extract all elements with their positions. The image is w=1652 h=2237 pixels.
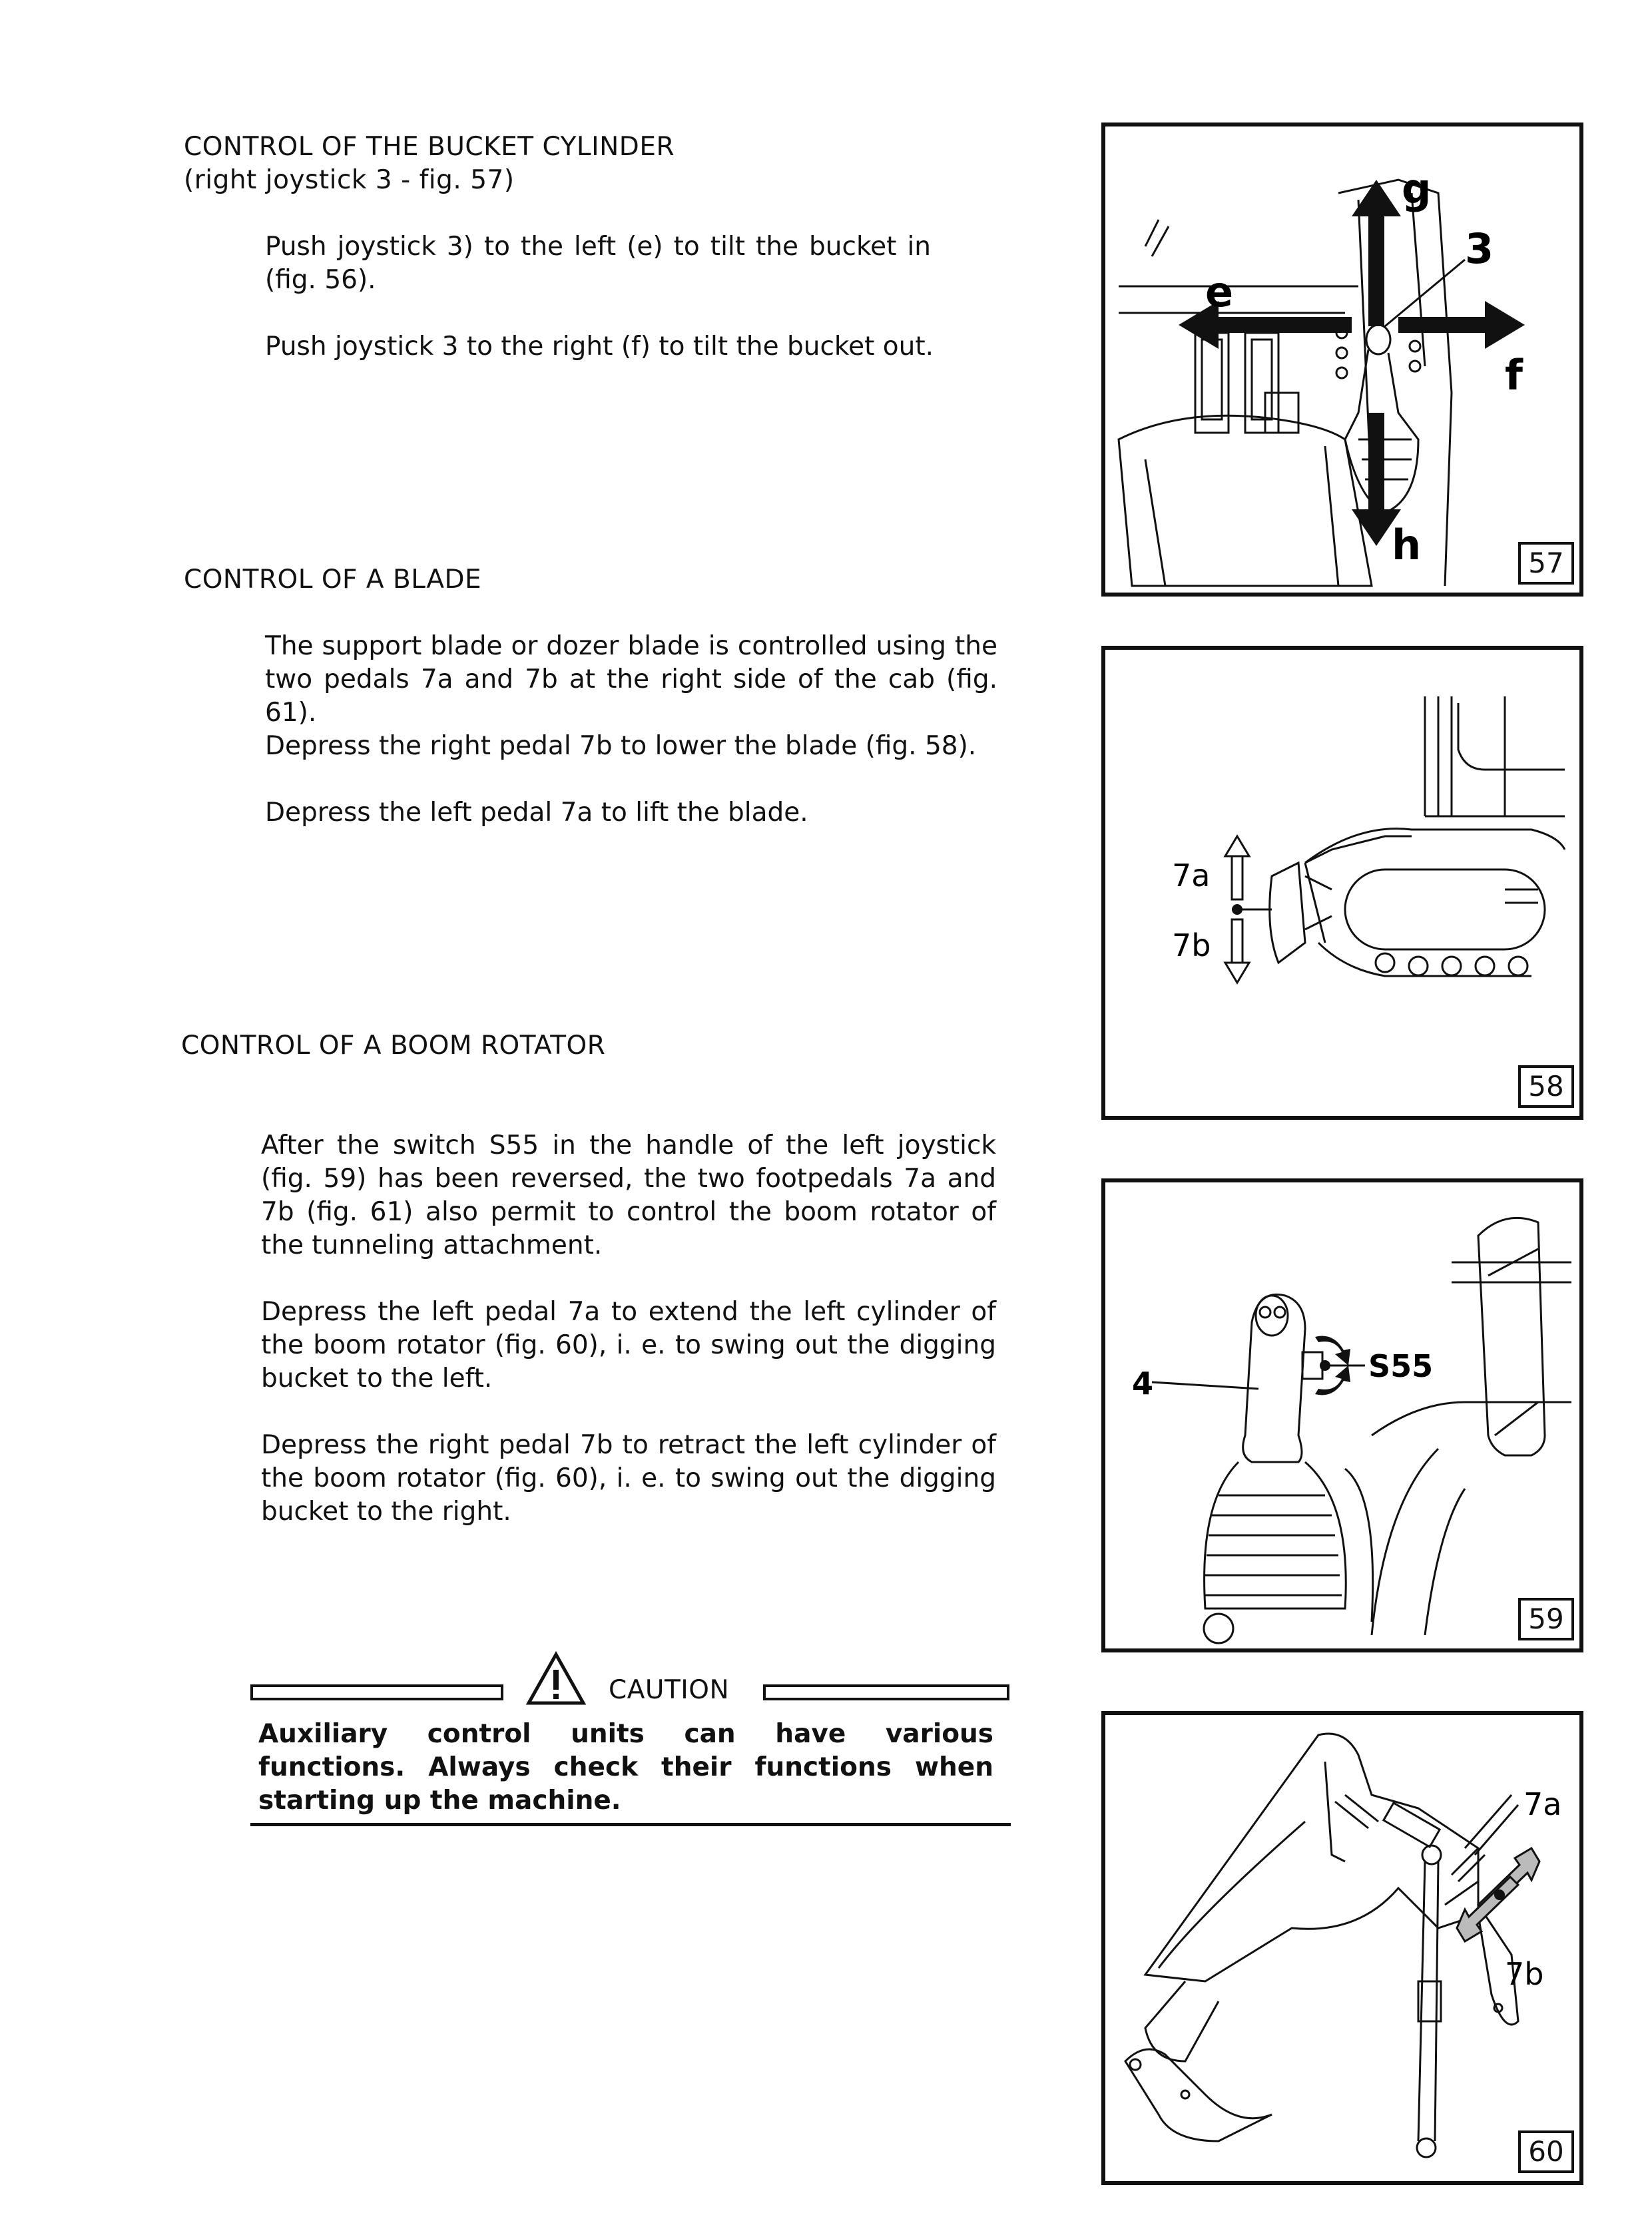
figure-57-number: 57 — [1518, 542, 1574, 585]
figure-58-number: 58 — [1518, 1065, 1574, 1108]
figure-59-label-s55: S55 — [1368, 1348, 1434, 1384]
paragraph-switch-s55: After the switch S55 in the handle of the left joystick (fig. 59) has been reversed, the two footpedals 7a and 7b (fig. 61) also permit to control the boom rotator of the tunneling attachment. — [261, 1130, 996, 1260]
figure-60-number: 60 — [1518, 2130, 1574, 2173]
caution-underline — [250, 1823, 1011, 1826]
caution-label: CAUTION — [609, 1675, 730, 1705]
caution-bar-left — [250, 1684, 503, 1700]
paragraph-tilt-in: Push joystick 3) to the left (e) to tilt the bucket in (fig. 56). — [265, 232, 931, 295]
warning-triangle-icon — [526, 1651, 586, 1706]
figure-59 — [1101, 1178, 1583, 1652]
figure-57-label-h: h — [1392, 521, 1422, 569]
section-title-blade: CONTROL OF A BLADE — [184, 565, 482, 595]
paragraph-tilt-out: Push joystick 3 to the right (f) to tilt the bucket out. — [265, 332, 934, 362]
figure-58-label-7a: 7a — [1172, 858, 1211, 893]
figure-57 — [1101, 123, 1583, 597]
figure-57-label-f: f — [1505, 351, 1523, 399]
figure-60-label-7b: 7b — [1505, 1956, 1544, 1992]
caution-bar-right — [763, 1684, 1009, 1700]
figure-57-label-g: g — [1402, 164, 1432, 213]
figure-59-number: 59 — [1518, 1598, 1574, 1640]
figure-57-label-e: e — [1205, 268, 1234, 316]
figure-60 — [1101, 1711, 1583, 2185]
figure-60-label-7a: 7a — [1523, 1786, 1562, 1822]
caution-text: Auxiliary control units can have various functions. Always check their functions when starting up the machine. — [258, 1719, 993, 1816]
section-title-bucket-cylinder: CONTROL OF THE BUCKET CYLINDER — [184, 132, 675, 162]
paragraph-lift-blade: Depress the left pedal 7a to lift the blade. — [265, 798, 808, 828]
figure-60-drawing — [1105, 1715, 1579, 2181]
figure-57-drawing — [1105, 126, 1579, 593]
figure-58 — [1101, 646, 1583, 1120]
paragraph-blade-pedals: The support blade or dozer blade is controlled using the two pedals 7a and 7b at the right side of the cab (fig. 61). — [265, 631, 997, 728]
figure-58-label-7b: 7b — [1172, 927, 1211, 963]
paragraph-retract-cylinder: Depress the right pedal 7b to retract the left cylinder of the boom rotator (fig. 60), i. e. to swing out the digging bucket to the right. — [261, 1430, 996, 1527]
section-title-boom-rotator: CONTROL OF A BOOM ROTATOR — [181, 1031, 606, 1061]
figure-58-drawing — [1105, 650, 1579, 1116]
figure-57-label-3: 3 — [1465, 224, 1494, 273]
paragraph-extend-cylinder: Depress the left pedal 7a to extend the left cylinder of the boom rotator (fig. 60), i. e. to swing out the digging bucket to the left. — [261, 1297, 996, 1393]
paragraph-lower-blade: Depress the right pedal 7b to lower the blade (fig. 58). — [265, 731, 977, 761]
section-subtitle-bucket-cylinder: (right joystick 3 - fig. 57) — [184, 165, 515, 195]
figure-59-drawing — [1105, 1182, 1579, 1648]
figure-59-label-4: 4 — [1132, 1366, 1154, 1401]
